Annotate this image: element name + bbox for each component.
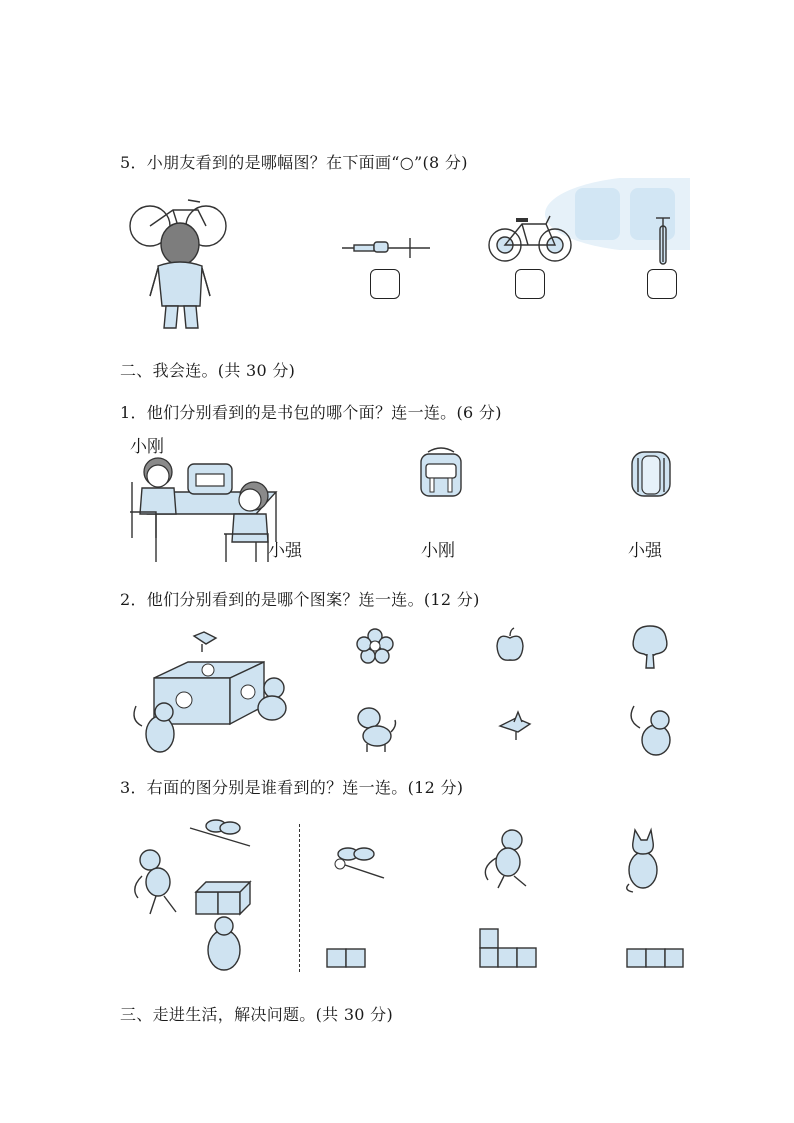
section3-title: 三、走进生活，解决问题。(共 30 分): [120, 1005, 394, 1024]
section2-title: 二、我会连。(共 30 分): [120, 361, 296, 380]
bicycle-side-view-option: [488, 212, 572, 266]
s2-q1-question: 1．他们分别看到的是书包的哪个面？连一连。(6 分): [120, 403, 502, 422]
box-with-animals-illustration: [132, 630, 297, 760]
blocks-three-squares: [626, 948, 684, 968]
q5-question: 5．小朋友看到的是哪幅图？在下面画“○”(8 分): [120, 153, 468, 172]
tree-icon: [630, 624, 670, 670]
answer-box-b[interactable]: [515, 269, 545, 299]
blocks-two-squares: [326, 948, 366, 968]
cat-icon: [628, 704, 672, 756]
s2-q2-question: 2．他们分别看到的是哪个图案？连一连。(12 分): [120, 590, 480, 609]
child-with-bicycle-illustration: [128, 188, 238, 338]
flower-icon: [356, 628, 394, 664]
label-xiaogang: 小刚: [421, 541, 455, 561]
cat-back-icon: [625, 830, 661, 892]
name-xiaogang: 小刚: [130, 437, 164, 457]
answer-box-a[interactable]: [370, 269, 400, 299]
s2-q3-question: 3．右面的图分别是谁看到的？连一连。(12 分): [120, 778, 464, 797]
answer-box-c[interactable]: [647, 269, 677, 299]
bird-icon: [496, 712, 534, 742]
divider-dashed-line: [299, 824, 300, 972]
backpack-front-view: [418, 448, 464, 498]
label-xiaoqiang: 小强: [628, 541, 662, 561]
dragonfly-icon: [326, 844, 386, 884]
bicycle-front-view-option: [654, 212, 672, 266]
monkey-dragonfly-cat-blocks-illustration: [130, 818, 260, 978]
blocks-l-shape: [479, 928, 537, 968]
dog-icon: [355, 706, 397, 752]
backpack-side-view: [628, 448, 674, 498]
apple-icon: [494, 628, 526, 664]
bicycle-top-view-option: [340, 236, 432, 258]
monkey-icon: [478, 828, 534, 888]
name-xiaoqiang: 小强: [268, 541, 302, 561]
